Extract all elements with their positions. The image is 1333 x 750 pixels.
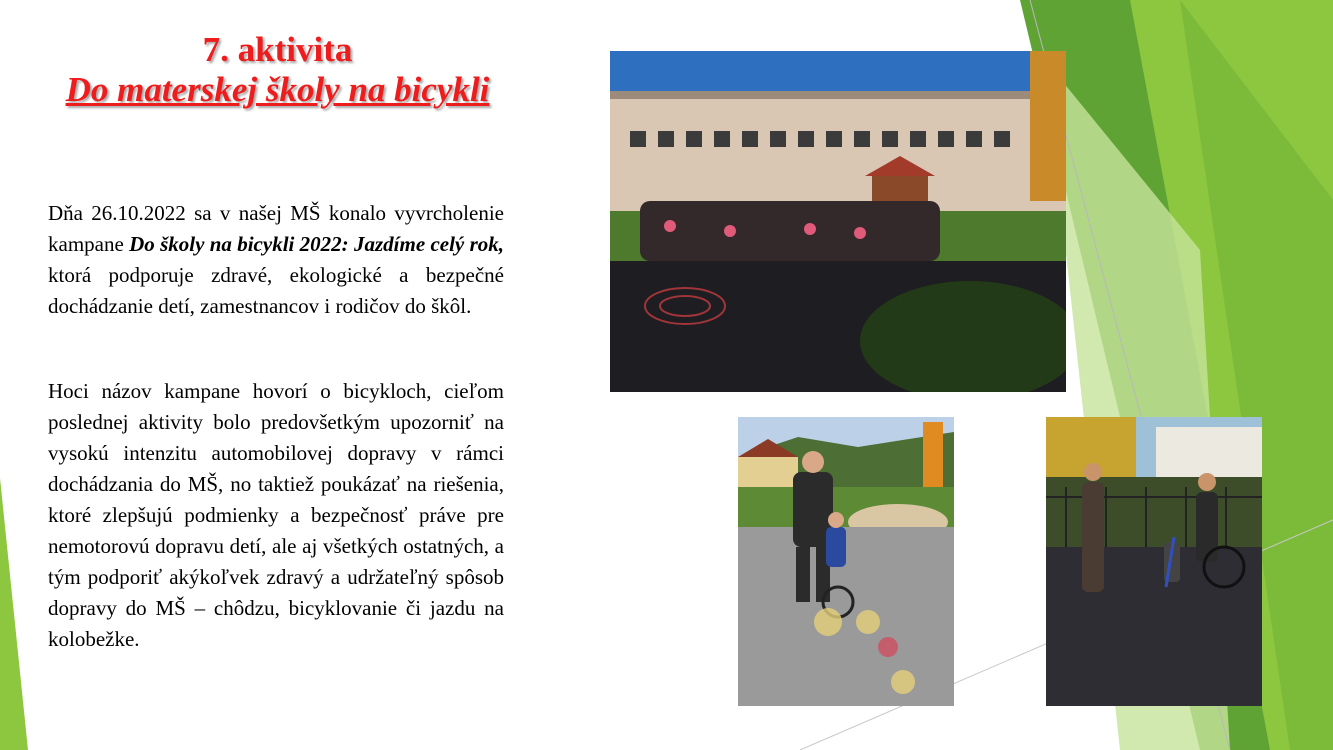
paragraph-campaign-intro xyxy=(48,198,504,322)
paragraph1-part1: Dňa 26.10.2022 sa v našej MŠ konalo vyvrcholenie kampane xyxy=(48,201,504,256)
title-line-2: Do materskej školy na bicykli xyxy=(65,70,490,109)
title-line-1: 7. aktivita xyxy=(202,30,353,69)
campaign-name: Do školy na bicykli 2022: Jazdíme celý rok, xyxy=(129,232,504,256)
paragraph-activity-goal: Hoci názov kampane hovorí o bicykloch, cieľom poslednej aktivity bolo predovšetkým upozorniť na vysokú intenzitu automobilovej dopravy v rámci dochádzania do MŠ, no taktiež poukázať na riešenia, ktoré zlepšujú podmienky a bezpečnosť práve pre nemotorovú dopravu detí, ale aj všetkých ostatných, a tým podporiť akýkoľvek zdravý a udržateľný spôsob dopravy do MŠ – chôdzu, bicyklovanie či jazdu na kolobežke. xyxy=(48,379,504,651)
photo-children-scooters xyxy=(1046,417,1262,706)
photo-father-child-bicycle xyxy=(738,417,954,706)
paragraph1-part2: ktorá podporuje zdravé, ekologické a bezpečné dochádzanie detí, zamestnancov i rodičov do škôl. xyxy=(48,263,504,318)
slide-title xyxy=(40,30,515,110)
green-corner-bottom-left xyxy=(0,478,28,750)
photo-group-with-bicycles xyxy=(610,51,1066,392)
